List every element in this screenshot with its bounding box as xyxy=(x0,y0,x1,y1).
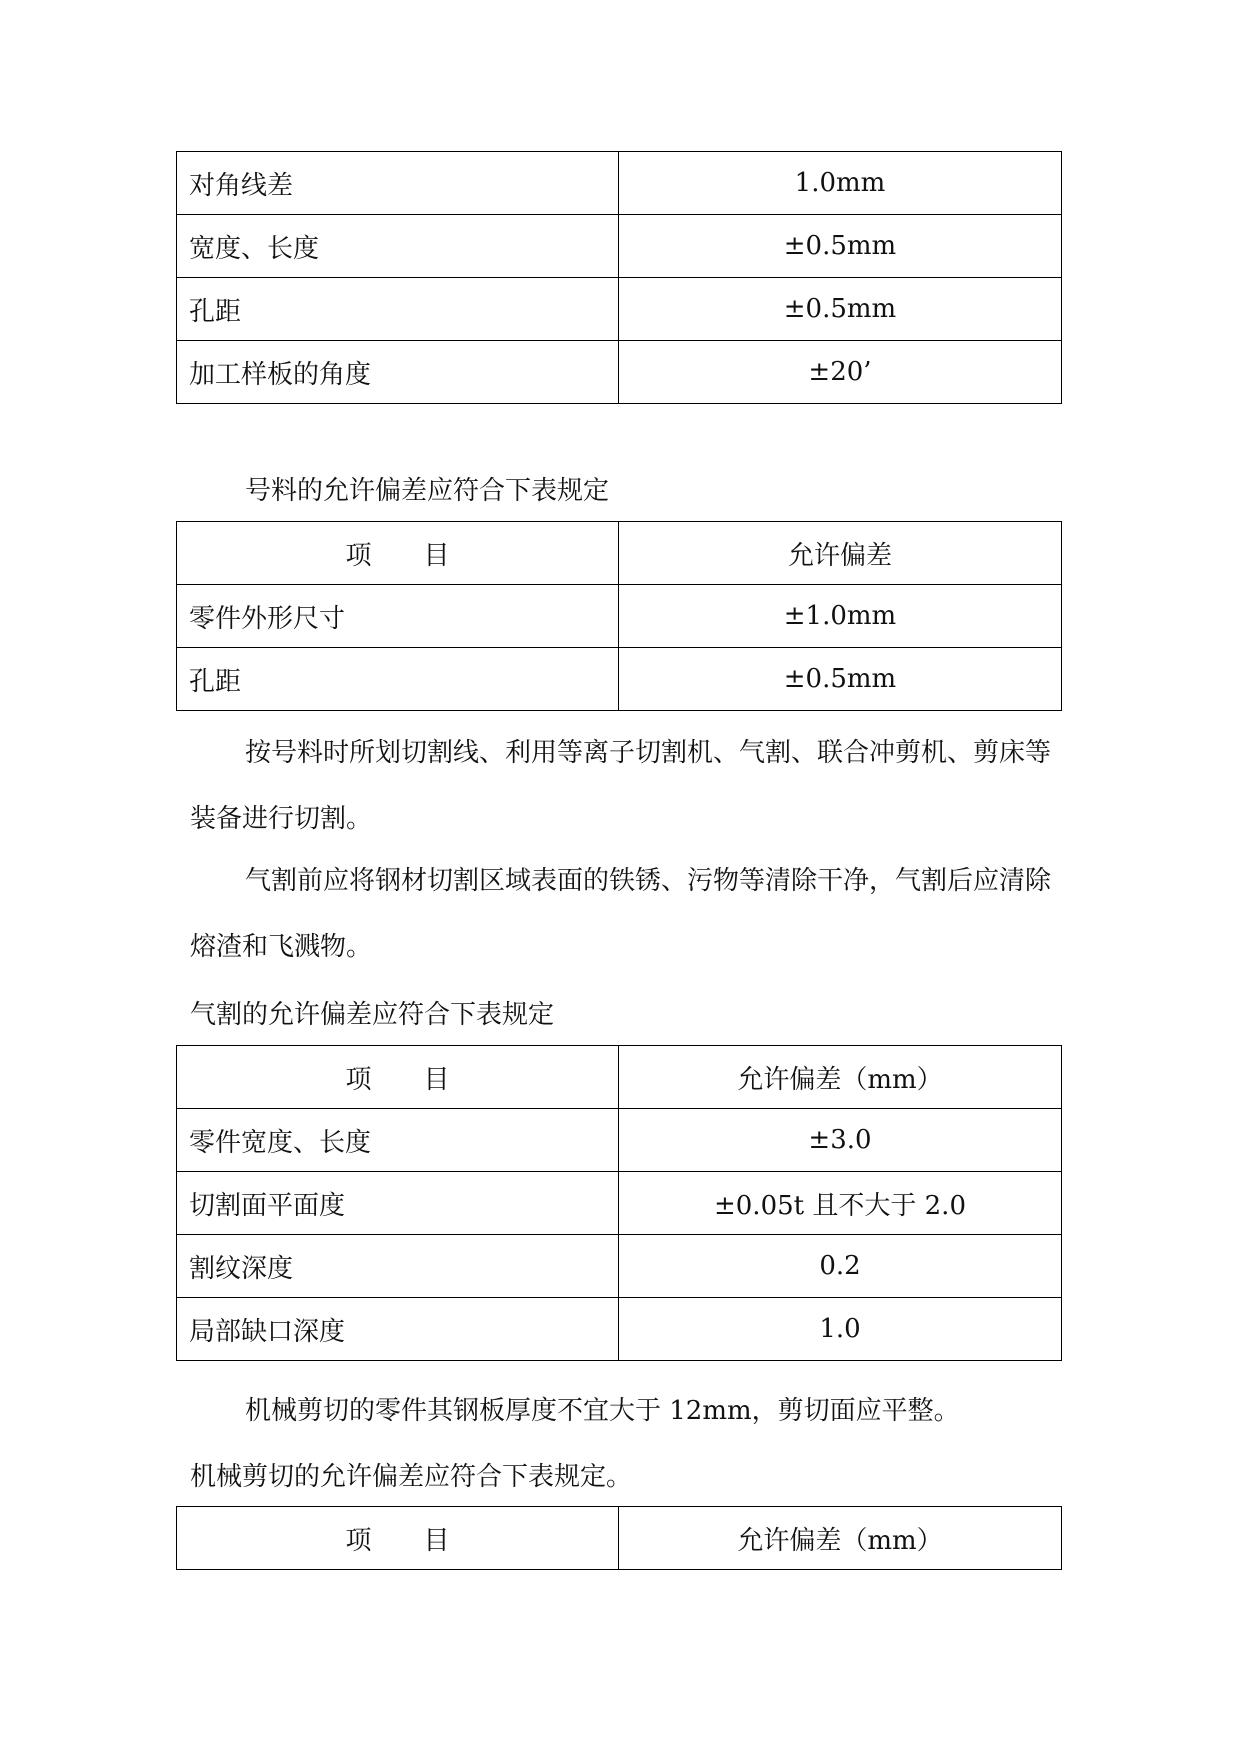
table-cell-item: 孔距 xyxy=(177,278,619,341)
table-gas-cutting-tolerance xyxy=(176,1045,1062,1361)
table-header-value: 允许偏差 xyxy=(619,522,1062,585)
table-mechanical-shear-tolerance xyxy=(176,1506,1062,1570)
table-cell-item: 零件宽度、长度 xyxy=(177,1109,619,1172)
table-cell-value: ±0.5mm xyxy=(619,648,1062,711)
table-cell-value: 1.0mm xyxy=(619,152,1062,215)
table-cell-item: 局部缺口深度 xyxy=(177,1298,619,1361)
table-header-row xyxy=(177,522,1062,585)
table-row xyxy=(177,278,1062,341)
table-processing-template-tolerance xyxy=(176,151,1062,404)
paragraph-text: 气割前应将钢材切割区域表面的铁锈、污物等清除干净，气割后应清除熔渣和飞溅物。 xyxy=(190,866,1052,962)
table-row xyxy=(177,152,1062,215)
table-caption-mechanical-shear: 机械剪切的允许偏差应符合下表规定。 xyxy=(190,1462,633,1492)
table-row xyxy=(177,648,1062,711)
table-cell-value: ±20’ xyxy=(619,341,1062,404)
table-caption-marking: 号料的允许偏差应符合下表规定 xyxy=(245,476,610,506)
table-row xyxy=(177,1298,1062,1361)
table-cell-value: 0.2 xyxy=(619,1235,1062,1298)
table-header-row xyxy=(177,1507,1062,1570)
table-header-value: 允许偏差（mm） xyxy=(619,1507,1062,1570)
table-cell-value: ±0.05t 且不大于 2.0 xyxy=(619,1172,1062,1235)
table-cell-item: 割纹深度 xyxy=(177,1235,619,1298)
table-row xyxy=(177,1172,1062,1235)
table-header-item: 项 目 xyxy=(177,1507,619,1570)
paragraph-cutting-method xyxy=(190,720,1062,852)
table-header-item: 项 目 xyxy=(177,1046,619,1109)
table-header-value: 允许偏差（mm） xyxy=(619,1046,1062,1109)
paragraph-mechanical-shear: 机械剪切的零件其钢板厚度不宜大于 12mm，剪切面应平整。 xyxy=(245,1396,960,1426)
table-header-item: 项 目 xyxy=(177,522,619,585)
table-marking-tolerance xyxy=(176,521,1062,711)
table-cell-value: ±0.5mm xyxy=(619,215,1062,278)
table-row xyxy=(177,341,1062,404)
table-row xyxy=(177,1235,1062,1298)
table-cell-item: 加工样板的角度 xyxy=(177,341,619,404)
table-caption-gas-cutting: 气割的允许偏差应符合下表规定 xyxy=(190,1000,555,1030)
table-cell-item: 零件外形尺寸 xyxy=(177,585,619,648)
table-cell-item: 对角线差 xyxy=(177,152,619,215)
table-cell-value: ±0.5mm xyxy=(619,278,1062,341)
table-cell-value: ±1.0mm xyxy=(619,585,1062,648)
table-cell-item: 孔距 xyxy=(177,648,619,711)
table-cell-value: ±3.0 xyxy=(619,1109,1062,1172)
paragraph-text: 按号料时所划切割线、利用等离子切割机、气割、联合冲剪机、剪床等装备进行切割。 xyxy=(190,738,1052,834)
table-header-row xyxy=(177,1046,1062,1109)
paragraph-gas-cutting-prep xyxy=(190,848,1062,980)
table-cell-item: 宽度、长度 xyxy=(177,215,619,278)
table-row xyxy=(177,1109,1062,1172)
table-cell-item: 切割面平面度 xyxy=(177,1172,619,1235)
table-row xyxy=(177,585,1062,648)
table-row xyxy=(177,215,1062,278)
table-cell-value: 1.0 xyxy=(619,1298,1062,1361)
